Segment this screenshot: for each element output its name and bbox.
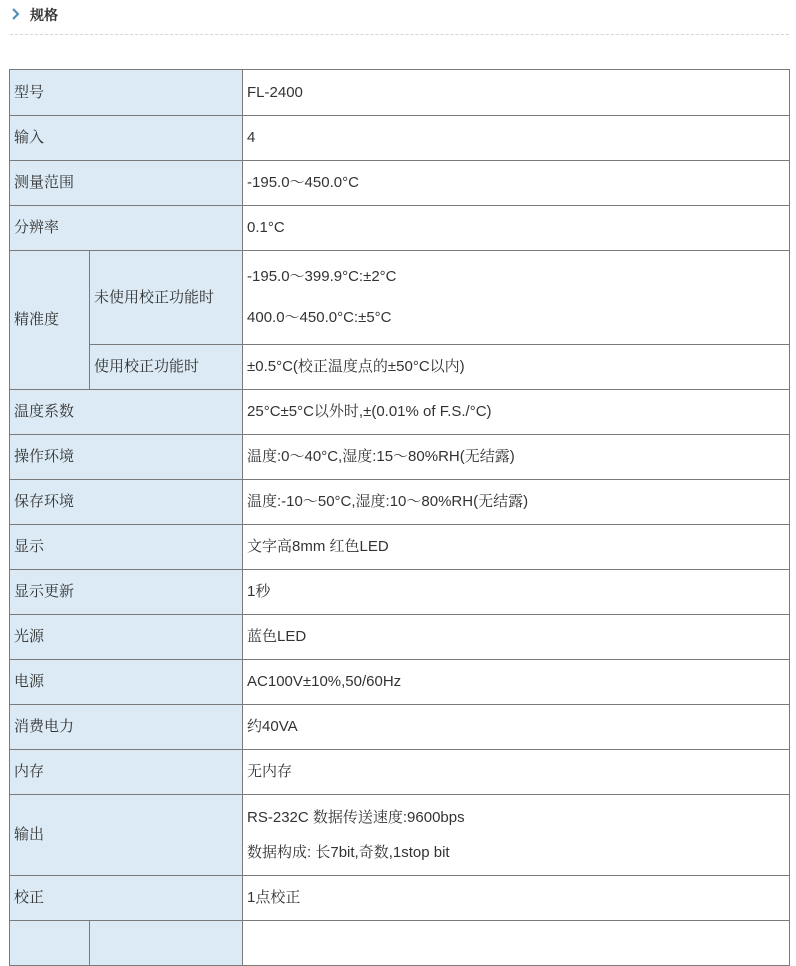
row-label: 操作环境 [10,435,243,480]
row-label: 显示更新 [10,570,243,615]
row-value: 4 [243,116,790,161]
row-label: 输入 [10,116,243,161]
value-line: RS-232C 数据传送速度:9600bps [247,808,465,826]
table-row-partial [10,921,790,966]
row-value: 25°C±5°C以外时,±(0.01% of F.S./°C) [243,390,790,435]
row-value: 1点校正 [243,876,790,921]
row-label: 分辨率 [10,206,243,251]
row-label: 精准度 [10,251,90,390]
table-row [10,660,790,705]
value-line: -195.0～399.9°C:±2°C [247,268,397,285]
table-row [10,570,790,615]
row-label: 型号 [10,70,243,116]
row-label-empty [10,921,90,966]
table-row [10,390,790,435]
value-line: 400.0～450.0°C:±5°C [247,309,392,326]
table-row [10,525,790,570]
spec-table [9,69,790,966]
row-value: -195.0～450.0°C [243,161,790,206]
row-value [243,251,790,345]
table-row [10,435,790,480]
table-row [10,70,790,116]
chevron-right-icon [9,7,23,21]
sub-row-label-empty [90,921,243,966]
table-row [10,480,790,525]
sub-row-label: 使用校正功能时 [90,345,243,390]
table-row [10,615,790,660]
table-row [10,116,790,161]
row-value: 0.1°C [243,206,790,251]
row-value: 1秒 [243,570,790,615]
row-label: 输出 [10,795,243,876]
row-value [243,795,790,876]
table-row [10,161,790,206]
value-line: 数据构成: 长7bit,奇数,1stop bit [247,843,450,861]
row-label: 消费电力 [10,705,243,750]
section-title: 规格 [30,7,58,23]
table-row [10,705,790,750]
row-value-empty [243,921,790,966]
row-label: 保存环境 [10,480,243,525]
section-divider [10,34,789,35]
row-value: AC100V±10%,50/60Hz [243,660,790,705]
table-row [10,345,790,390]
row-label: 光源 [10,615,243,660]
row-value: ±0.5°C(校正温度点的±50°C以内) [243,345,790,390]
row-value: 文字高8mm 红色LED [243,525,790,570]
table-row [10,750,790,795]
row-label: 校正 [10,876,243,921]
sub-row-label: 未使用校正功能时 [90,251,243,345]
table-row [10,251,790,345]
row-value: FL-2400 [243,70,790,116]
row-label: 内存 [10,750,243,795]
row-label: 测量范围 [10,161,243,206]
section-header [0,0,796,34]
row-label: 显示 [10,525,243,570]
row-value: 蓝色LED [243,615,790,660]
table-row [10,795,790,876]
table-row [10,876,790,921]
row-value: 温度:0～40°C,湿度:15～80%RH(无结露) [243,435,790,480]
row-label: 电源 [10,660,243,705]
row-value: 约40VA [243,705,790,750]
table-row [10,206,790,251]
row-value: 温度:-10～50°C,湿度:10～80%RH(无结露) [243,480,790,525]
row-label: 温度系数 [10,390,243,435]
row-value: 无内存 [243,750,790,795]
